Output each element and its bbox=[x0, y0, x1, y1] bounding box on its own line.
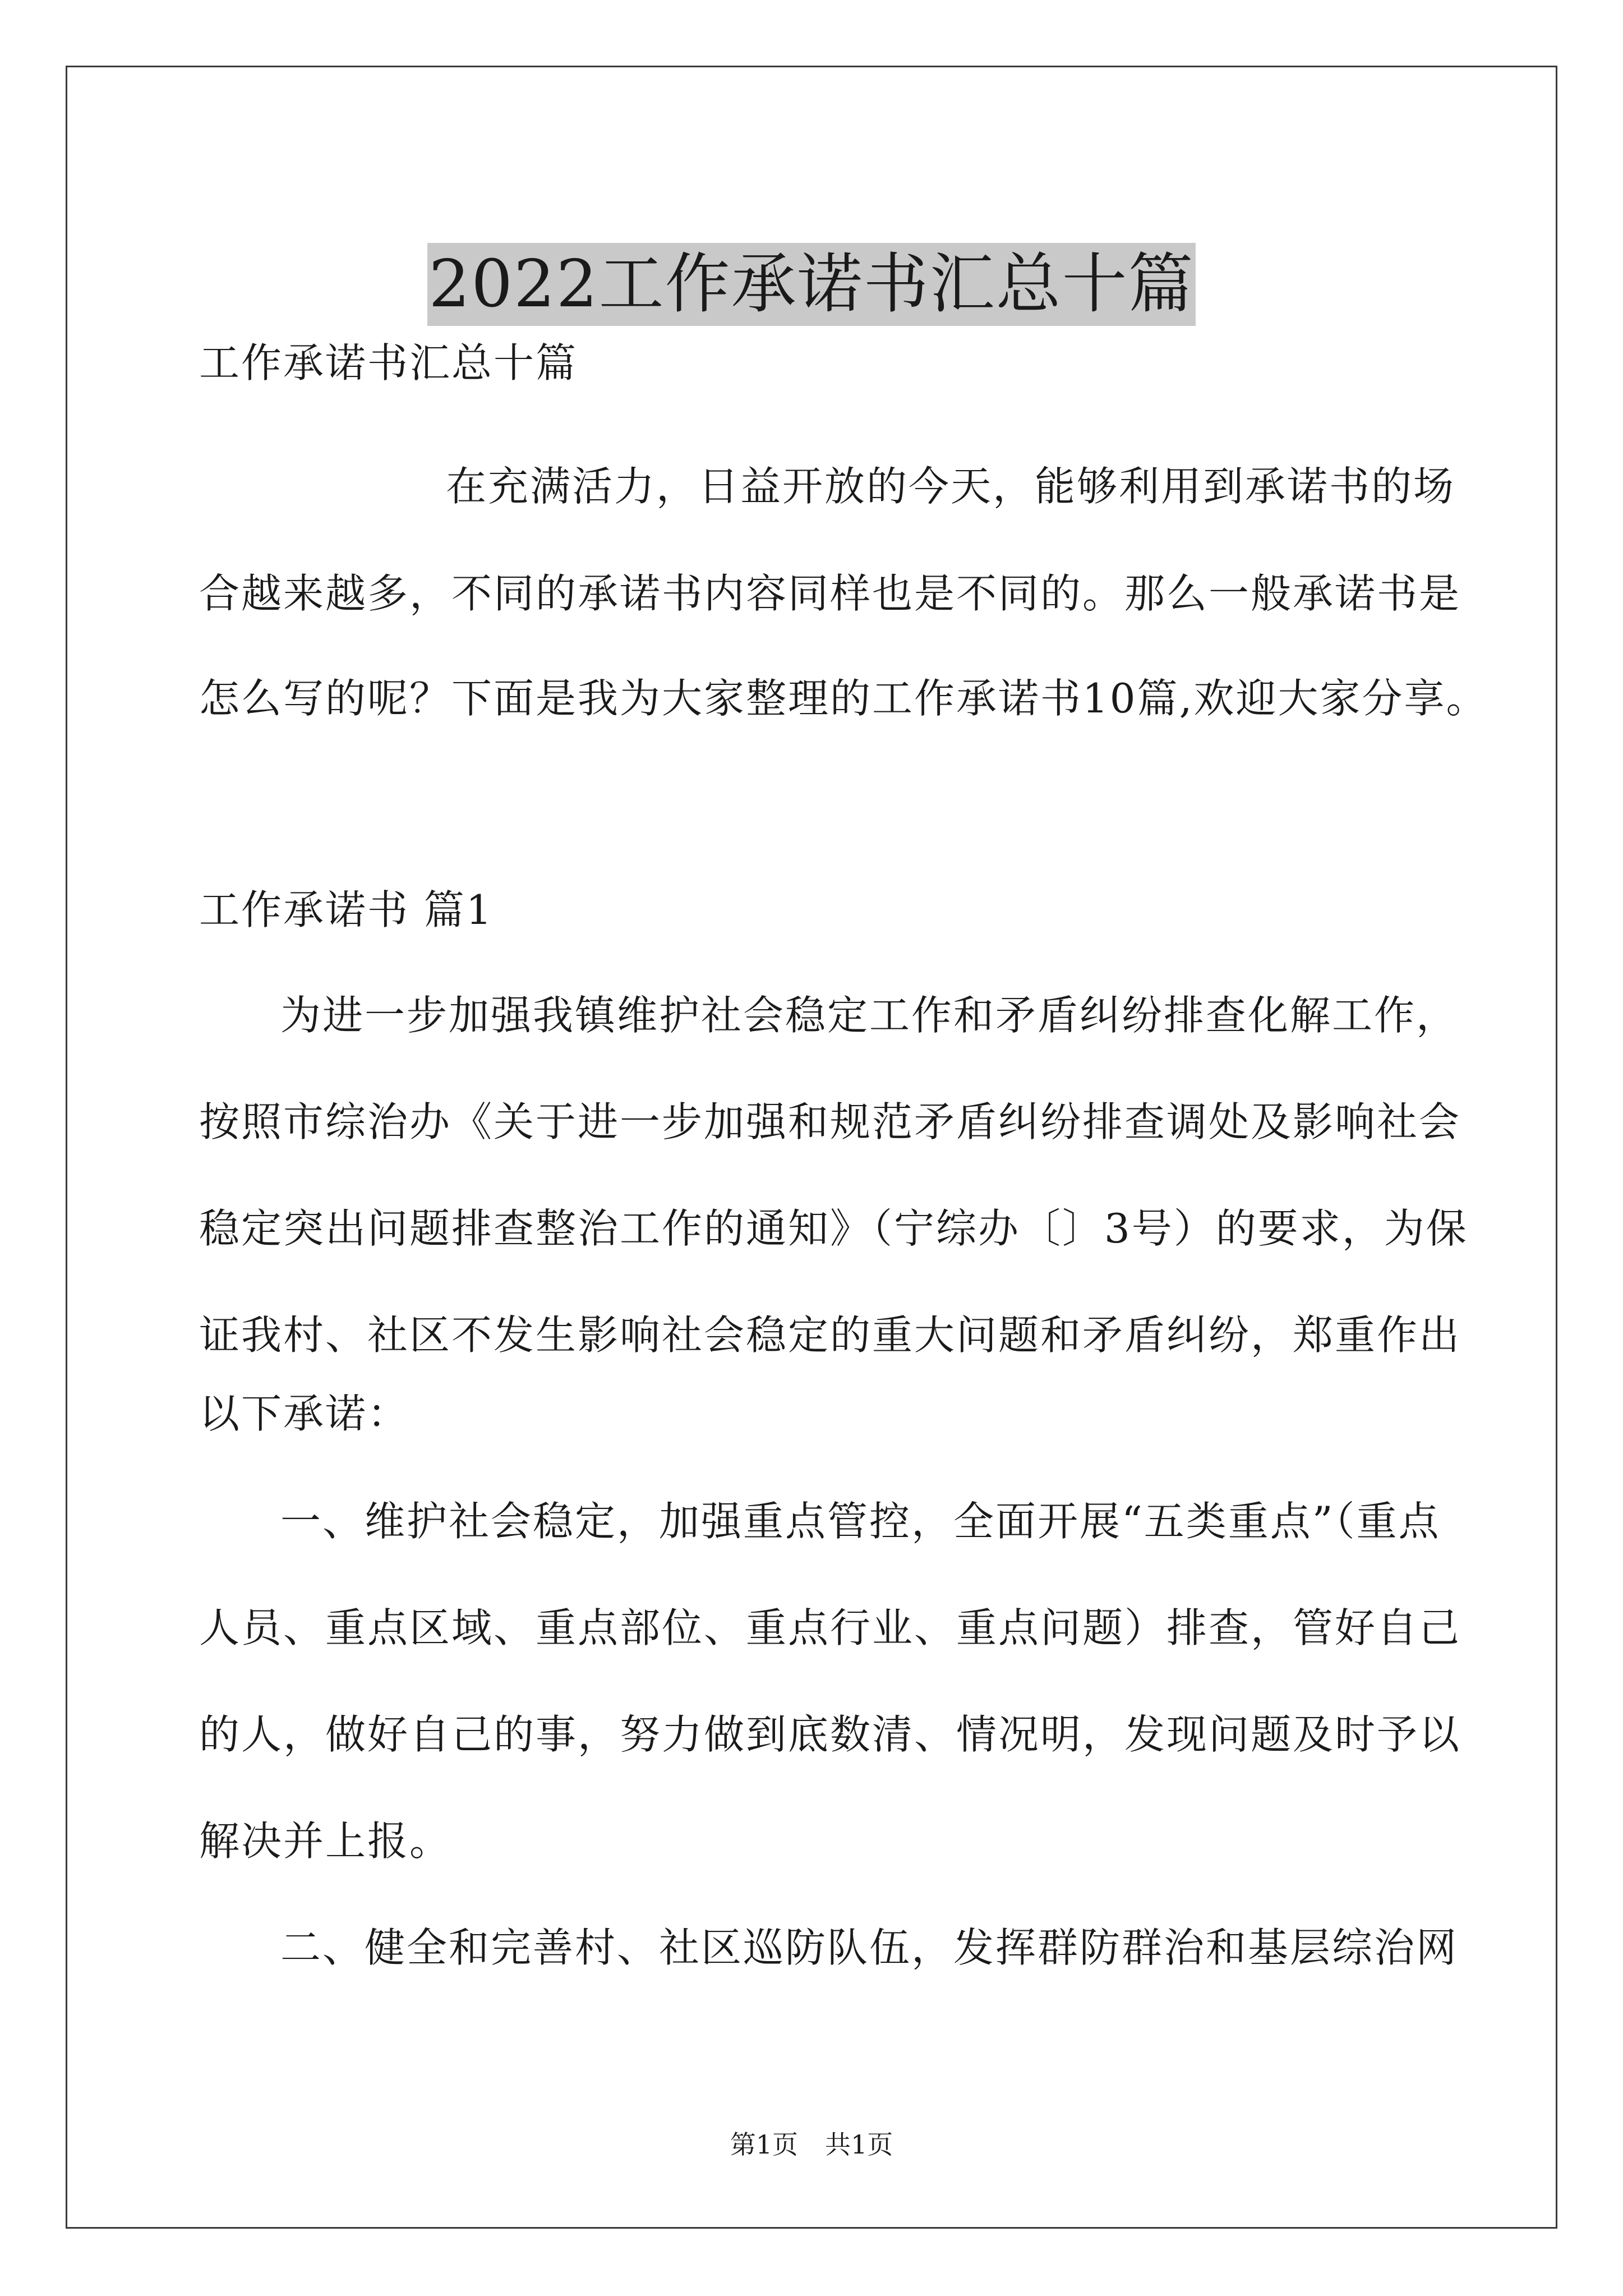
item-1-line-2: 人员、重点区域、重点部位、重点行业、重点问题）排查，管好自己 bbox=[199, 1604, 1461, 1651]
page-number-total: 共1页 bbox=[825, 2129, 893, 2160]
item-1-line-1: 一、维护社会稳定，加强重点管控，全面开展“五类重点”（重点 bbox=[280, 1498, 1441, 1545]
page-number-current: 第1页 bbox=[730, 2129, 798, 2160]
page-footer bbox=[0, 2128, 1623, 2161]
intro-line-1: 在充满活力，日益开放的今天，能够利用到承诺书的场 bbox=[446, 463, 1456, 510]
intro-line-3: 怎么写的呢？下面是我为大家整理的工作承诺书10篇,欢迎大家分享。 bbox=[199, 675, 1488, 722]
body-line-4: 证我村、社区不发生影响社会稳定的重大问题和矛盾纠纷，郑重作出 bbox=[199, 1312, 1461, 1359]
body-line-5: 以下承诺： bbox=[199, 1390, 410, 1437]
section-heading-1: 工作承诺书 篇1 bbox=[199, 886, 494, 933]
subtitle-line: 工作承诺书汇总十篇 bbox=[199, 339, 578, 386]
document-title: 2022工作承诺书汇总十篇 bbox=[427, 243, 1195, 326]
body-line-1: 为进一步加强我镇维护社会稳定工作和矛盾纠纷排查化解工作， bbox=[280, 992, 1459, 1039]
body-line-3: 稳定突出问题排查整治工作的通知》（宁综办〔〕3号）的要求，为保 bbox=[199, 1205, 1468, 1252]
body-line-2: 按照市综治办《关于进一步加强和规范矛盾纠纷排查调处及影响社会 bbox=[199, 1098, 1461, 1145]
item-1-line-3: 的人，做好自己的事，努力做到底数清、情况明，发现问题及时予以 bbox=[199, 1711, 1461, 1758]
intro-line-2: 合越来越多，不同的承诺书内容同样也是不同的。那么一般承诺书是 bbox=[199, 570, 1461, 617]
item-1-line-4: 解决并上报。 bbox=[199, 1818, 452, 1865]
item-2-line-1: 二、健全和完善村、社区巡防队伍，发挥群防群治和基层综治网 bbox=[280, 1924, 1459, 1971]
